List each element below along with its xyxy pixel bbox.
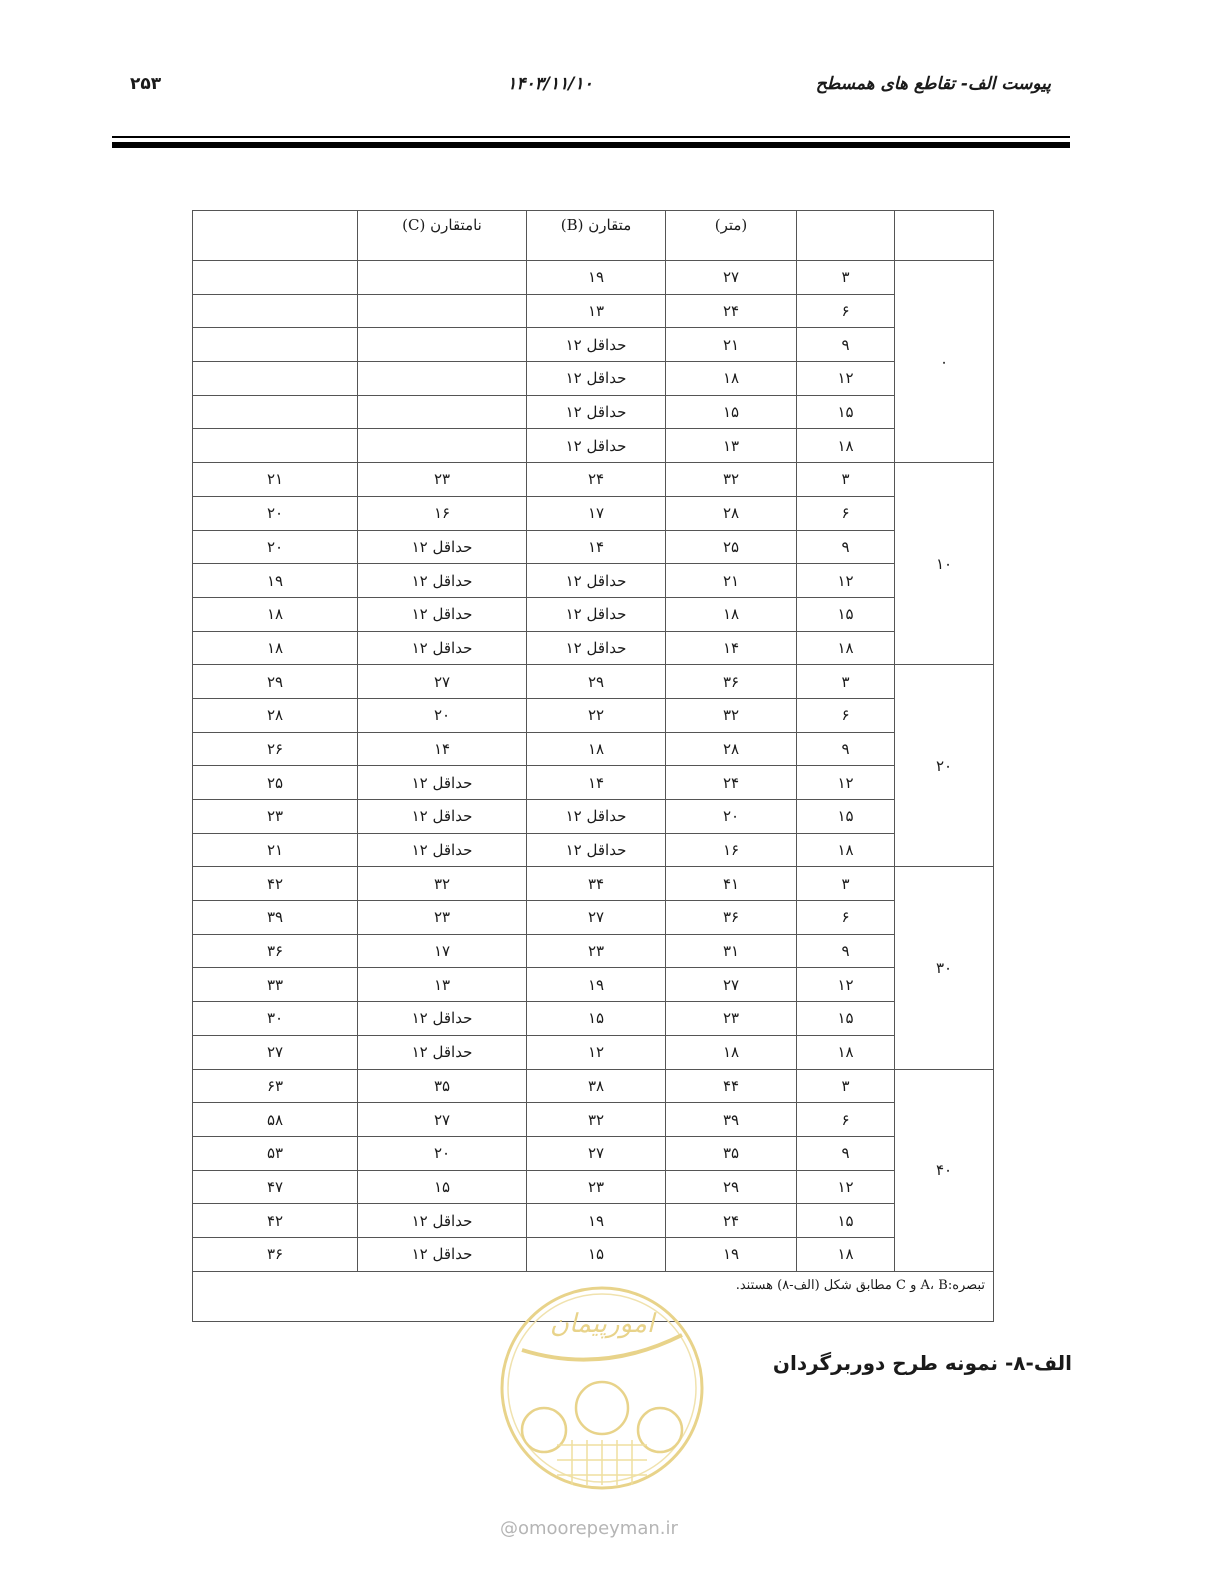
table-cell: ۱۸ bbox=[797, 1237, 895, 1271]
table-cell: ۴۱ bbox=[666, 867, 797, 901]
table-cell: ۲۱ bbox=[666, 328, 797, 362]
table-cell: ۶ bbox=[797, 294, 895, 328]
table-header-row bbox=[193, 211, 994, 261]
table-cell: ۲۸ bbox=[666, 496, 797, 530]
table-note: تبصره:A، B و C مطابق شکل (الف-۸) هستند. bbox=[193, 1271, 994, 1321]
table-cell: ۲۹ bbox=[527, 665, 666, 699]
table-cell: ۲۱ bbox=[666, 564, 797, 598]
watermark-url-text: omoorepeyman.ir bbox=[518, 1518, 678, 1539]
header-date: ۱۴۰۳/۱۱/۱۰ bbox=[507, 74, 593, 94]
table-cell: ۳۳ bbox=[193, 968, 358, 1002]
table-cell bbox=[358, 429, 527, 463]
table-row bbox=[193, 833, 994, 867]
table-cell: ۱۵ bbox=[358, 1170, 527, 1204]
table-cell: ۱۶ bbox=[358, 496, 527, 530]
table-cell: ۲۵ bbox=[666, 530, 797, 564]
table-cell: ۱۵ bbox=[797, 1002, 895, 1036]
table-cell: ۱۸ bbox=[193, 631, 358, 665]
table-cell: ۲۷ bbox=[358, 1103, 527, 1137]
figure-caption: الف-۸- نمونه طرح دوربرگردان bbox=[772, 1351, 1072, 1375]
table-cell: ۲۳ bbox=[666, 1002, 797, 1036]
watermark-logo bbox=[482, 1280, 722, 1500]
table-cell: ۲۳ bbox=[193, 800, 358, 834]
col-head-1 bbox=[895, 211, 994, 261]
table-cell: ۳ bbox=[797, 463, 895, 497]
watermark-grid bbox=[557, 1440, 647, 1485]
table-row bbox=[193, 867, 994, 901]
table-cell: حداقل ۱۲ bbox=[527, 328, 666, 362]
table-cell bbox=[358, 261, 527, 295]
table-cell: حداقل ۱۲ bbox=[358, 1035, 527, 1069]
table-cell: ۱۲ bbox=[797, 362, 895, 396]
table-cell: ۱۹ bbox=[527, 968, 666, 1002]
table-cell: ۱۸ bbox=[797, 631, 895, 665]
table-cell: ۲۰ bbox=[193, 496, 358, 530]
table-row bbox=[193, 732, 994, 766]
table-cell: حداقل ۱۲ bbox=[358, 766, 527, 800]
table-cell: ۶ bbox=[797, 698, 895, 732]
col-head-3: (متر) bbox=[666, 211, 797, 261]
table-cell: ۱۴ bbox=[527, 530, 666, 564]
table-cell: ۱۳ bbox=[666, 429, 797, 463]
table-cell: ۲۶ bbox=[193, 732, 358, 766]
table-row bbox=[193, 463, 994, 497]
table-row bbox=[193, 530, 994, 564]
table-row bbox=[193, 1136, 994, 1170]
table-cell: حداقل ۱۲ bbox=[358, 1204, 527, 1238]
table-cell: ۲۹ bbox=[666, 1170, 797, 1204]
table-cell: ۱۸ bbox=[193, 597, 358, 631]
col-head-6 bbox=[193, 211, 358, 261]
table-cell: ۱۷ bbox=[527, 496, 666, 530]
header-title: پیوست الف- تقاطع های همسطح bbox=[815, 74, 1051, 94]
table-cell: ۳۸ bbox=[527, 1069, 666, 1103]
table-cell: ۱۵ bbox=[527, 1237, 666, 1271]
table-cell: ۳ bbox=[797, 665, 895, 699]
watermark-url bbox=[500, 1518, 678, 1539]
table-row bbox=[193, 496, 994, 530]
table-cell: ۱۵ bbox=[797, 395, 895, 429]
group-label-cell: ۲۰ bbox=[895, 665, 994, 867]
page-number: ۲۵۳ bbox=[130, 74, 162, 94]
table-cell: ۳۶ bbox=[666, 901, 797, 935]
table-row bbox=[193, 294, 994, 328]
table-row bbox=[193, 968, 994, 1002]
table-cell: ۳۴ bbox=[527, 867, 666, 901]
table-cell: ۲۷ bbox=[358, 665, 527, 699]
table-cell: ۱۹ bbox=[527, 261, 666, 295]
table-cell: ۱۲ bbox=[797, 1170, 895, 1204]
header-rule-thin bbox=[112, 136, 1070, 138]
table-row bbox=[193, 698, 994, 732]
table-cell: ۱۳ bbox=[358, 968, 527, 1002]
table-cell: ۳۵ bbox=[358, 1069, 527, 1103]
table-cell: حداقل ۱۲ bbox=[358, 530, 527, 564]
table-row bbox=[193, 597, 994, 631]
table-cell: ۳ bbox=[797, 1069, 895, 1103]
table-cell: ۶ bbox=[797, 1103, 895, 1137]
table-cell bbox=[193, 328, 358, 362]
table-cell: ۳۱ bbox=[666, 934, 797, 968]
table-cell: حداقل ۱۲ bbox=[358, 800, 527, 834]
table-cell: حداقل ۱۲ bbox=[527, 564, 666, 598]
table-cell: ۲۰ bbox=[358, 698, 527, 732]
table-cell: ۲۳ bbox=[358, 463, 527, 497]
table-cell: ۱۲ bbox=[527, 1035, 666, 1069]
table-cell: ۲۳ bbox=[527, 1170, 666, 1204]
table-row bbox=[193, 362, 994, 396]
table-cell bbox=[358, 395, 527, 429]
table-cell: ۲۴ bbox=[666, 294, 797, 328]
table-row bbox=[193, 1103, 994, 1137]
table-cell: حداقل ۱۲ bbox=[527, 597, 666, 631]
table-cell: ۱۸ bbox=[666, 362, 797, 396]
table-cell: ۲۸ bbox=[193, 698, 358, 732]
table-cell: ۲۰ bbox=[193, 530, 358, 564]
table-cell: ۳۰ bbox=[193, 1002, 358, 1036]
table-cell: ۲۱ bbox=[193, 463, 358, 497]
table-cell: حداقل ۱۲ bbox=[527, 800, 666, 834]
table-cell: ۹ bbox=[797, 530, 895, 564]
table-row bbox=[193, 934, 994, 968]
table-cell: ۴۲ bbox=[193, 1204, 358, 1238]
table-cell: ۲۰ bbox=[358, 1136, 527, 1170]
table-cell: ۲۹ bbox=[193, 665, 358, 699]
table-row bbox=[193, 800, 994, 834]
table-cell: ۲۱ bbox=[193, 833, 358, 867]
table-cell: ۱۸ bbox=[527, 732, 666, 766]
table-cell: ۲۷ bbox=[527, 1136, 666, 1170]
group-label-cell: ۳۰ bbox=[895, 867, 994, 1069]
group-label-cell: ۱۰ bbox=[895, 463, 994, 665]
table-cell: ۲۷ bbox=[193, 1035, 358, 1069]
table-cell: ۲۴ bbox=[666, 766, 797, 800]
table-cell: ۳۹ bbox=[193, 901, 358, 935]
table-cell: ۹ bbox=[797, 1136, 895, 1170]
table-cell: ۴۲ bbox=[193, 867, 358, 901]
table-cell: ۹ bbox=[797, 328, 895, 362]
table-row bbox=[193, 1002, 994, 1036]
table-cell: ۲۲ bbox=[527, 698, 666, 732]
table-cell: ۱۸ bbox=[797, 833, 895, 867]
table-row bbox=[193, 328, 994, 362]
table-cell bbox=[358, 328, 527, 362]
table-cell: ۲۷ bbox=[666, 968, 797, 1002]
table-cell: ۱۲ bbox=[797, 564, 895, 598]
table-cell bbox=[193, 395, 358, 429]
watermark-logo-text: امورپیمان bbox=[549, 1309, 655, 1339]
table-cell: حداقل ۱۲ bbox=[358, 1002, 527, 1036]
table-row bbox=[193, 261, 994, 295]
table-cell: حداقل ۱۲ bbox=[527, 395, 666, 429]
table-cell: ۱۵ bbox=[797, 1204, 895, 1238]
table-cell: ۶ bbox=[797, 496, 895, 530]
table-cell bbox=[193, 294, 358, 328]
table-cell bbox=[358, 294, 527, 328]
table-cell: ۳ bbox=[797, 867, 895, 901]
table-row bbox=[193, 429, 994, 463]
table-cell: ۳۲ bbox=[666, 698, 797, 732]
table-cell: ۳۵ bbox=[666, 1136, 797, 1170]
table-cell: ۲۰ bbox=[666, 800, 797, 834]
table-cell bbox=[358, 362, 527, 396]
table-row bbox=[193, 901, 994, 935]
table-cell: حداقل ۱۲ bbox=[527, 429, 666, 463]
table-cell: ۱۴ bbox=[358, 732, 527, 766]
group-label-cell: ۴۰ bbox=[895, 1069, 994, 1271]
table-cell: ۵۸ bbox=[193, 1103, 358, 1137]
table-cell: ۱۸ bbox=[666, 1035, 797, 1069]
table-cell: حداقل ۱۲ bbox=[358, 597, 527, 631]
table-cell bbox=[193, 429, 358, 463]
table-cell: ۱۵ bbox=[797, 800, 895, 834]
group-label-cell: ۰ bbox=[895, 261, 994, 463]
table-cell: ۱۹ bbox=[666, 1237, 797, 1271]
table-cell: ۲۷ bbox=[666, 261, 797, 295]
col-head-5: نامتقارن (C) bbox=[358, 211, 527, 261]
table-cell: ۴۴ bbox=[666, 1069, 797, 1103]
table-cell: ۱۵ bbox=[527, 1002, 666, 1036]
table-cell: ۲۷ bbox=[527, 901, 666, 935]
col-head-4: متقارن (B) bbox=[527, 211, 666, 261]
table-cell: ۱۳ bbox=[527, 294, 666, 328]
table-row bbox=[193, 1204, 994, 1238]
table-cell: ۱۴ bbox=[666, 631, 797, 665]
col-head-2 bbox=[797, 211, 895, 261]
table-cell: ۵۳ bbox=[193, 1136, 358, 1170]
table-cell: ۱۹ bbox=[527, 1204, 666, 1238]
table-cell: ۳۶ bbox=[193, 1237, 358, 1271]
table-row bbox=[193, 766, 994, 800]
table-row bbox=[193, 564, 994, 598]
table-cell: ۱۹ bbox=[193, 564, 358, 598]
table-cell: ۱۸ bbox=[797, 1035, 895, 1069]
table-cell: حداقل ۱۲ bbox=[527, 362, 666, 396]
table-cell bbox=[193, 362, 358, 396]
table-row bbox=[193, 1069, 994, 1103]
table-cell: حداقل ۱۲ bbox=[358, 564, 527, 598]
table-cell: ۹ bbox=[797, 934, 895, 968]
table-cell: ۱۲ bbox=[797, 766, 895, 800]
table-cell: ۲۳ bbox=[358, 901, 527, 935]
table-cell: ۳ bbox=[797, 261, 895, 295]
table-cell: ۱۴ bbox=[527, 766, 666, 800]
table-cell: ۱۲ bbox=[797, 968, 895, 1002]
table-cell: حداقل ۱۲ bbox=[527, 833, 666, 867]
table-cell: ۱۸ bbox=[666, 597, 797, 631]
table-cell: ۲۴ bbox=[666, 1204, 797, 1238]
table-row bbox=[193, 1237, 994, 1271]
table-cell: ۲۸ bbox=[666, 732, 797, 766]
table-cell: ۱۵ bbox=[797, 597, 895, 631]
table-cell: حداقل ۱۲ bbox=[527, 631, 666, 665]
table-cell: ۹ bbox=[797, 732, 895, 766]
table-cell: ۳۹ bbox=[666, 1103, 797, 1137]
table-cell: ۲۵ bbox=[193, 766, 358, 800]
table-row bbox=[193, 395, 994, 429]
table-cell: ۳۲ bbox=[527, 1103, 666, 1137]
uturn-design-table bbox=[192, 210, 994, 1322]
at-icon: @ bbox=[500, 1518, 518, 1539]
table-cell: ۱۶ bbox=[666, 833, 797, 867]
table-row bbox=[193, 1035, 994, 1069]
table-body bbox=[193, 211, 994, 1322]
table-row bbox=[193, 1170, 994, 1204]
table-cell: ۳۲ bbox=[358, 867, 527, 901]
table-cell: ۳۲ bbox=[666, 463, 797, 497]
table-cell: حداقل ۱۲ bbox=[358, 631, 527, 665]
table-cell: ۲۳ bbox=[527, 934, 666, 968]
table-row bbox=[193, 665, 994, 699]
table-cell: حداقل ۱۲ bbox=[358, 833, 527, 867]
table-row bbox=[193, 631, 994, 665]
table-cell: ۶ bbox=[797, 901, 895, 935]
header-rule-thick bbox=[112, 142, 1070, 148]
table-cell: ۳۶ bbox=[193, 934, 358, 968]
table-cell: ۲۴ bbox=[527, 463, 666, 497]
table-cell bbox=[193, 261, 358, 295]
table-cell: ۱۵ bbox=[666, 395, 797, 429]
table-cell: ۳۶ bbox=[666, 665, 797, 699]
table-cell: حداقل ۱۲ bbox=[358, 1237, 527, 1271]
table-cell: ۱۸ bbox=[797, 429, 895, 463]
table-cell: ۱۷ bbox=[358, 934, 527, 968]
table-cell: ۴۷ bbox=[193, 1170, 358, 1204]
table-cell: ۶۳ bbox=[193, 1069, 358, 1103]
